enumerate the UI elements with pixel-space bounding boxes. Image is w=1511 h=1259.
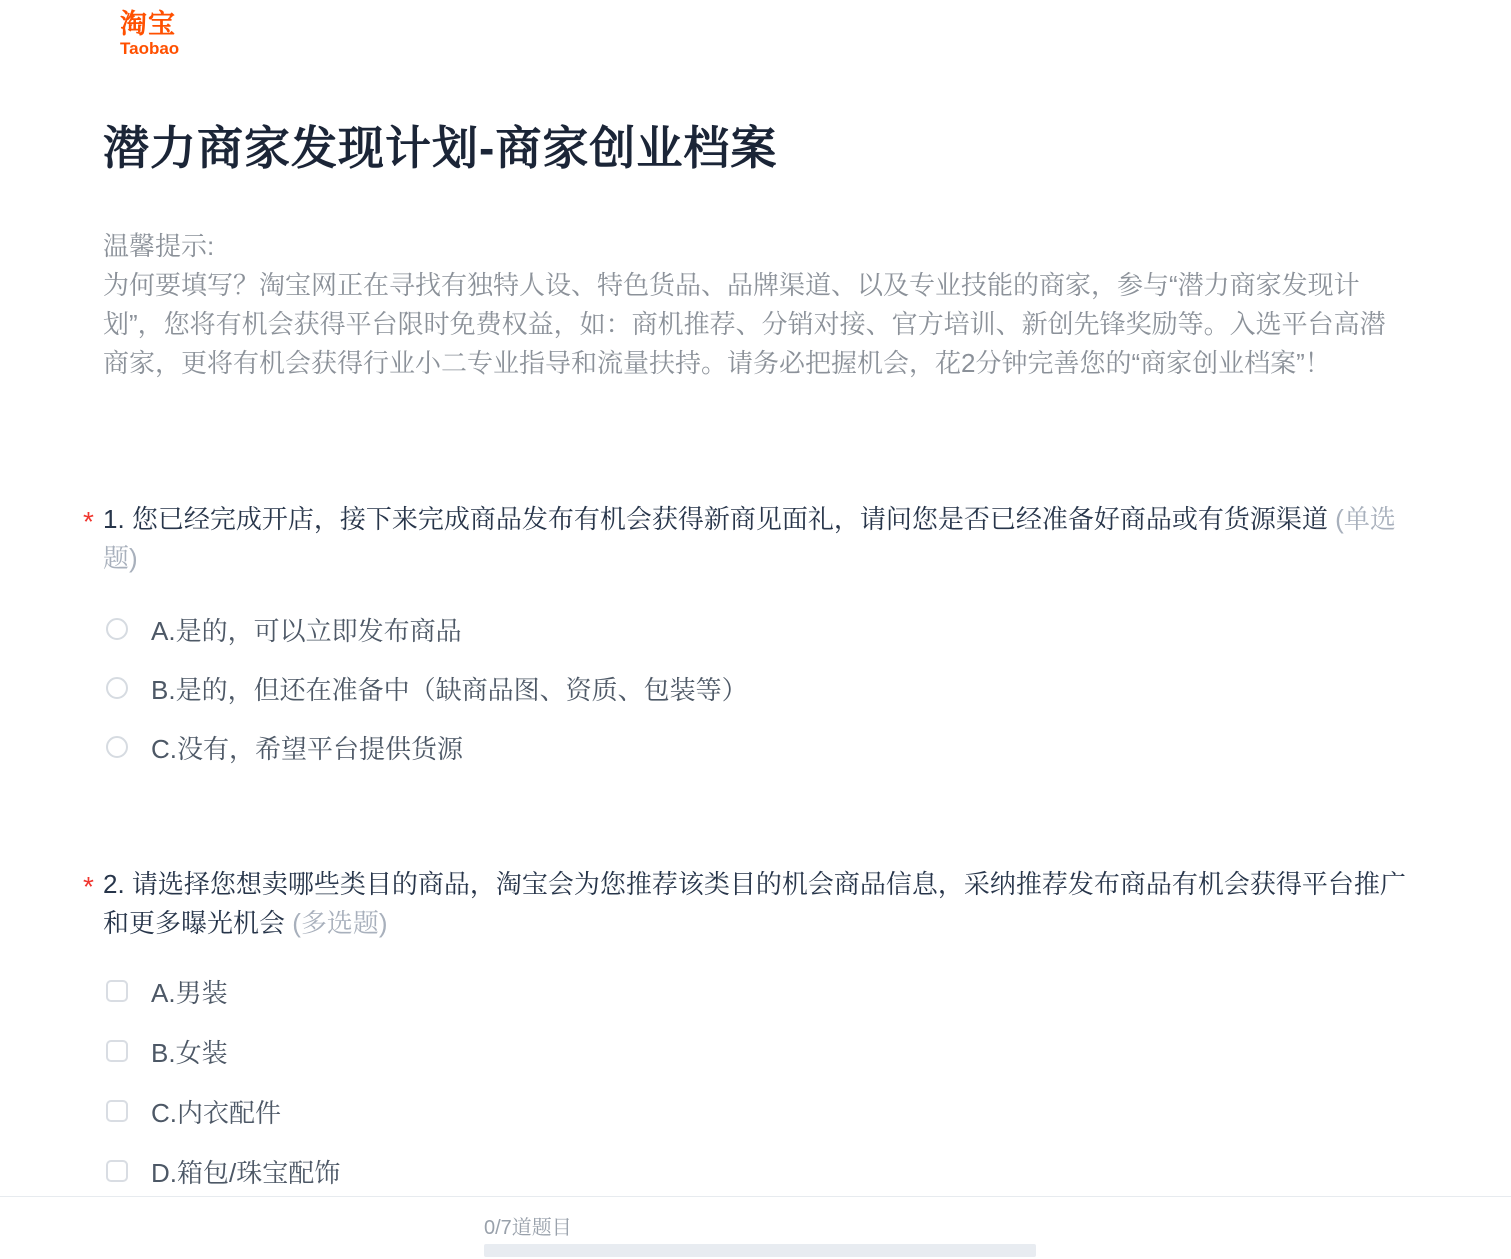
question-1-type-label: (单选题) (103, 504, 1396, 573)
question-1-text: 1. 您已经完成开店，接下来完成商品发布有机会获得新商见面礼，请问您是否已经准备好商品或有货源渠道 (103, 504, 1328, 534)
progress-count-text: 0/7道题目 (484, 1217, 572, 1239)
question-1 (83, 500, 1415, 578)
checkbox-icon[interactable] (106, 980, 128, 1002)
option-label: B.是的，但还在准备中（缺商品图、资质、包装等） (151, 674, 748, 705)
question-2-option-a[interactable] (106, 973, 228, 1009)
checkbox-icon[interactable] (106, 1160, 128, 1182)
question-2-option-d[interactable] (106, 1153, 340, 1189)
option-label: A.男装 (151, 977, 228, 1008)
option-label: A.是的，可以立即发布商品 (151, 615, 462, 646)
question-2-option-c[interactable] (106, 1093, 281, 1129)
notice-body: 为何要填写？淘宝网正在寻找有独特人设、特色货品、品牌渠道、以及专业技能的商家，参与“潜力商家发现计划”，您将有机会获得平台限时免费权益，如：商机推荐、分销对接、官方培训、新创先锋奖励等。入选平台高潜商家，更将有机会获得行业小二专业指导和流量扶持。请务必把握机会，花2分钟完善您的“商家创业档案”！ (103, 270, 1386, 378)
question-2-option-b[interactable] (106, 1033, 228, 1069)
checkbox-icon[interactable] (106, 1100, 128, 1122)
radio-icon[interactable] (106, 618, 128, 640)
notice-label: 温馨提示: (103, 231, 215, 261)
question-2-type-label: (多选题) (292, 908, 388, 938)
taobao-logo-cn: 淘宝 (120, 9, 176, 39)
required-asterisk: * (83, 871, 94, 902)
question-2 (83, 865, 1415, 943)
option-label: D.箱包/珠宝配饰 (151, 1157, 341, 1188)
question-2-text: 2. 请选择您想卖哪些类目的商品，淘宝会为您推荐该类目的机会商品信息，采纳推荐发布商品有机会获得平台推广和更多曝光机会 (103, 869, 1406, 938)
option-label: C.没有，希望平台提供货源 (151, 733, 464, 764)
checkbox-icon[interactable] (106, 1040, 128, 1062)
option-label: C.内衣配件 (151, 1097, 282, 1128)
progress-footer (0, 1196, 1511, 1259)
taobao-logo (120, 10, 179, 58)
taobao-logo-en: Taobao (120, 39, 180, 58)
radio-icon[interactable] (106, 677, 128, 699)
question-1-option-b[interactable] (106, 670, 748, 706)
question-1-option-c[interactable] (106, 729, 463, 765)
required-asterisk: * (83, 506, 94, 537)
page-title: 潜力商家发现计划-商家创业档案 (103, 122, 778, 174)
question-1-option-a[interactable] (106, 611, 462, 647)
radio-icon[interactable] (106, 736, 128, 758)
notice-paragraph (103, 227, 1411, 383)
option-label: B.女装 (151, 1037, 228, 1068)
progress-bar (484, 1244, 1036, 1257)
